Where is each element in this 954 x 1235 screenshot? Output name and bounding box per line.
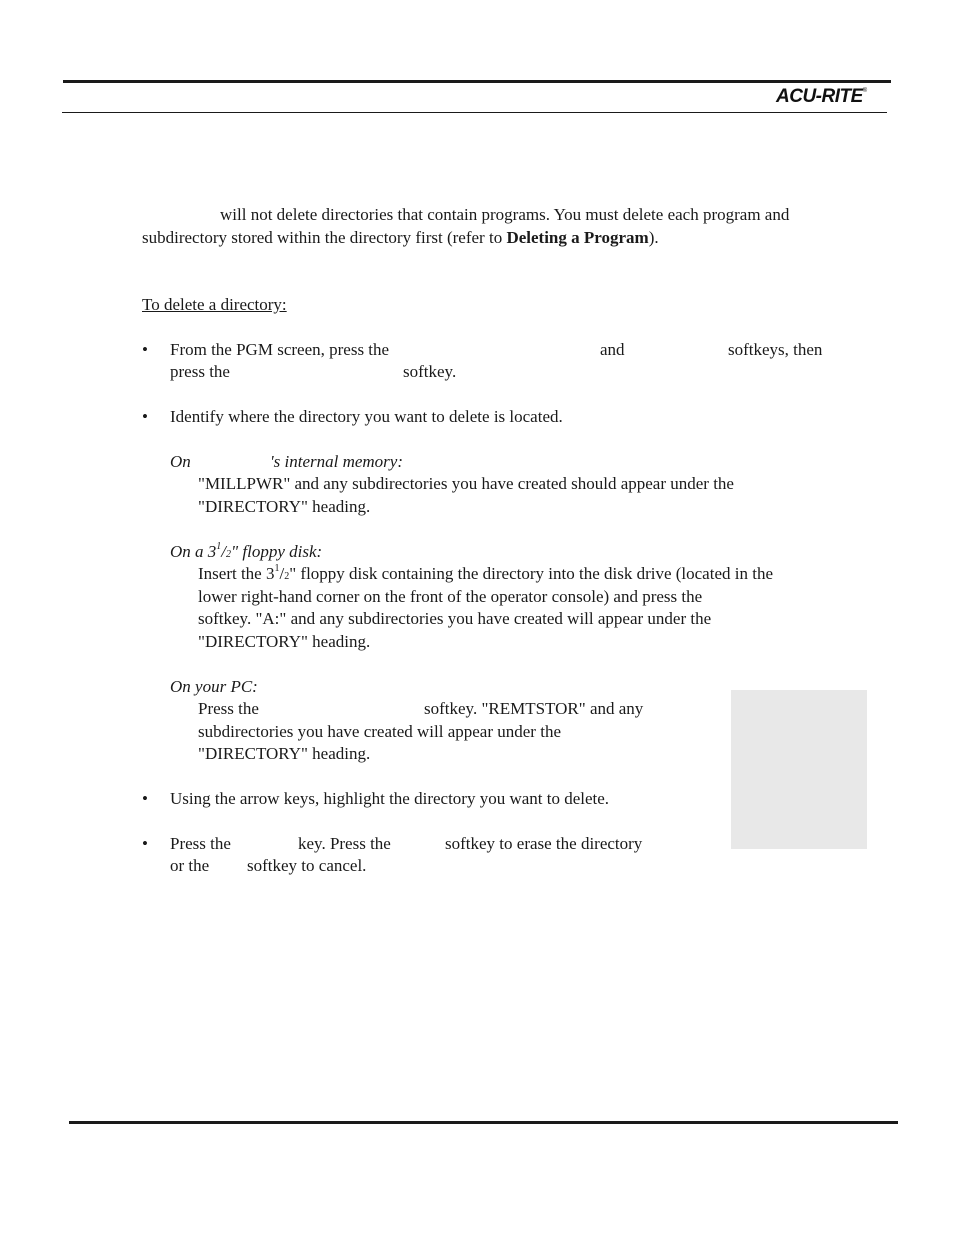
step1-text-b: and	[600, 340, 625, 359]
cross-reference: Deleting a Program	[506, 228, 649, 247]
floppy-heading: On a $3^1/2$" floppy disk:	[170, 541, 323, 561]
floppy-line-4: "DIRECTORY" heading.	[198, 632, 371, 651]
bullet: •	[142, 407, 148, 426]
pc-line-3: "DIRECTORY" heading.	[198, 744, 371, 763]
floppy-line-3: softkey. "A:" and any subdirectories you have created will appear under the	[198, 609, 712, 628]
bullet: •	[142, 834, 148, 853]
step1-text-e: softkey.	[403, 362, 457, 381]
bullet: •	[142, 340, 148, 359]
floppy-line-2: lower right-hand corner on the front of the operator console) and press the	[198, 587, 703, 606]
pc-line-1b: softkey. "REMTSTOR" and any	[424, 699, 644, 718]
step3-text: Using the arrow keys, highlight the directory you want to delete.	[170, 789, 610, 808]
step4-text-e: softkey to cancel.	[247, 856, 367, 875]
step1-text-c: softkeys, then	[728, 340, 823, 359]
pc-line-1a: Press the	[198, 699, 259, 718]
step1-text-d: press the	[170, 362, 230, 381]
pc-heading: On your PC:	[170, 677, 258, 696]
procedure-title: To delete a directory:	[142, 295, 287, 314]
sidebar-note-box	[731, 690, 867, 849]
step4-text-a: Press the	[170, 834, 231, 853]
intro-line-1: will not delete directories that contain programs. You must delete each program and	[220, 205, 790, 224]
step4-text-b: key. Press the	[298, 834, 391, 853]
internal-line-1: "MILLPWR" and any subdirectories you have created should appear under the	[198, 474, 734, 493]
pc-line-2: subdirectories you have created will appear under the	[198, 722, 561, 741]
header-rule	[63, 80, 891, 83]
bullet: •	[142, 789, 148, 808]
step4-text-d: or the	[170, 856, 210, 875]
internal-heading-a: On	[170, 452, 191, 471]
step1-text-a: From the PGM screen, press the	[170, 340, 390, 359]
header-underline	[62, 112, 887, 113]
step4-text-c: softkey to erase the directory	[445, 834, 643, 853]
acu-rite-logo: ACU-RITE®	[776, 86, 867, 107]
internal-heading-b: 's internal memory:	[270, 452, 404, 471]
intro-line-2: subdirectory stored within the directory first (refer to Deleting a Program).	[142, 228, 659, 247]
step2-text: Identify where the directory you want to delete is located.	[170, 407, 563, 426]
footer-rule	[69, 1121, 898, 1124]
floppy-line-1: Insert the $3^1/2$" floppy disk containing the directory into the disk drive (located in the	[198, 563, 773, 583]
internal-line-2: "DIRECTORY" heading.	[198, 497, 371, 516]
